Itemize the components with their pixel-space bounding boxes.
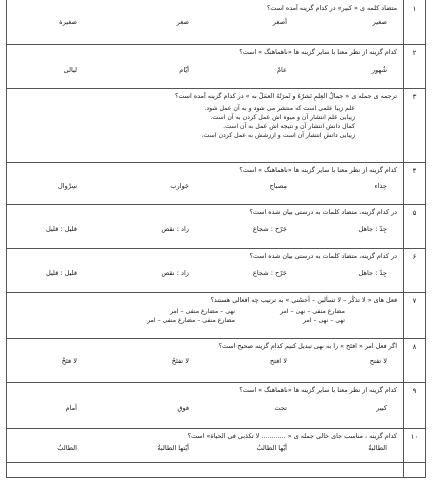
option-1[interactable]: صغیر bbox=[372, 18, 387, 26]
option-1[interactable]: مضارع منفی – نهی – امر bbox=[280, 308, 345, 315]
options bbox=[15, 18, 397, 28]
option-1[interactable]: کبیر bbox=[376, 404, 387, 412]
option-2[interactable]: تحت bbox=[274, 404, 287, 412]
option-1[interactable]: جِدّ : جاهل bbox=[358, 225, 387, 233]
options bbox=[15, 404, 397, 414]
option-2[interactable]: مِصباح bbox=[269, 182, 287, 190]
options bbox=[135, 307, 345, 333]
question-row-6 bbox=[7, 248, 425, 293]
option-2[interactable]: زیبایی علم انتشار آن و میوه اش عمل کردن به آن است. bbox=[210, 114, 355, 121]
question-text: ترجمه ی جمله ی « جمالُ العِلمِ نَشرُهُ و ثَمرَتُهُ العمَلُ به » در کدام گزینه آمده است؟ bbox=[175, 92, 397, 100]
option-2[interactable]: لا افتح bbox=[269, 357, 287, 365]
option-4[interactable]: صغیرة bbox=[59, 18, 77, 26]
option-1[interactable]: لا تفتح bbox=[369, 357, 387, 365]
question-number: ۴ bbox=[403, 162, 425, 204]
option-2[interactable]: جَرّح : شجاع bbox=[252, 225, 287, 233]
options bbox=[15, 444, 397, 454]
question-text: کدام گزینه ، مناسب جای خالی جمله ی « ............ لا تکذبی فی الحیاة» است؟ bbox=[187, 432, 397, 440]
option-4[interactable]: لا فتَحْ bbox=[61, 357, 77, 365]
question-number: ۹ bbox=[403, 382, 425, 428]
option-4[interactable]: زیبایی دانش انتشار آن است و ارزشش به عمل کردن است. bbox=[201, 132, 355, 139]
question-row-10 bbox=[7, 428, 425, 463]
option-2[interactable]: أیّها الطالبُ bbox=[256, 444, 287, 452]
option-2[interactable]: أصغر bbox=[272, 18, 287, 26]
question-text: کدام گزینه از نظر معنا با سایر گزینه ها «ناهماهنگ » است؟ bbox=[239, 386, 397, 394]
options bbox=[15, 357, 397, 367]
option-4[interactable]: قلیل : قلیل bbox=[45, 269, 77, 277]
option-3[interactable]: لا تفتَحُ bbox=[171, 357, 189, 365]
option-2[interactable]: جَرّح : شجاع bbox=[252, 269, 287, 277]
question-sheet bbox=[6, 0, 426, 478]
question-row-3 bbox=[7, 88, 425, 163]
options bbox=[15, 269, 397, 279]
question-row-4 bbox=[7, 162, 425, 205]
option-4[interactable]: قلیل : قلیل bbox=[45, 225, 77, 233]
option-4[interactable]: لیالی bbox=[63, 66, 77, 74]
options bbox=[15, 182, 397, 192]
empty-row bbox=[7, 462, 425, 478]
option-3[interactable]: جَوارب bbox=[170, 182, 189, 190]
options bbox=[15, 225, 397, 235]
option-2[interactable]: نهی – مضارع منفی – امر bbox=[170, 308, 235, 315]
question-number: ۸ bbox=[403, 338, 425, 382]
option-3[interactable]: صغر bbox=[176, 18, 189, 26]
question-row-5 bbox=[7, 204, 425, 249]
question-row-9 bbox=[7, 382, 425, 429]
option-1[interactable]: شُهور bbox=[371, 66, 387, 74]
option-1[interactable]: حِذاء bbox=[374, 182, 387, 190]
question-text: کدام گزینه از نظر معنا با سایر گزینه ها «ناهماهنگ » است؟ bbox=[239, 166, 397, 174]
option-3[interactable]: زاد : نقص bbox=[161, 269, 189, 277]
question-row-7 bbox=[7, 292, 425, 339]
option-3[interactable]: أیّام bbox=[179, 66, 189, 74]
question-number: ۱۰ bbox=[403, 428, 425, 462]
option-3[interactable]: کمال دانش انتشار آن و نتیجه اش عمل به آن است. bbox=[223, 123, 355, 130]
question-number: ۶ bbox=[403, 248, 425, 292]
option-4[interactable]: الطالبُ bbox=[57, 444, 77, 452]
question-number: ۳ bbox=[403, 88, 425, 162]
translation-options bbox=[202, 104, 355, 140]
question-number: ۵ bbox=[403, 204, 425, 248]
question-row-8 bbox=[7, 338, 425, 383]
option-3[interactable]: نهی – نهی – امر bbox=[303, 317, 345, 324]
option-4[interactable]: مضارع منفی – مضارع منفی – امر bbox=[147, 317, 235, 324]
question-text: کدام گزینه از نظر معنا با سایر گزینه ها «ناهماهنگ » است؟ bbox=[239, 48, 397, 56]
option-1[interactable]: الطالبةُ bbox=[368, 444, 387, 452]
question-text: متضاد کلمه ی « کبیر» در کدام گزینه آمده است؟ bbox=[267, 4, 397, 12]
options bbox=[15, 66, 397, 76]
question-number: ۲ bbox=[403, 44, 425, 88]
question-text: اگر فعل امر « افتَح » را به نهی تبدیل کنیم کدام گزینه صحیح است؟ bbox=[218, 342, 397, 350]
option-4[interactable]: أمام bbox=[65, 404, 77, 412]
question-number: ۷ bbox=[403, 292, 425, 338]
question-text: در کدام گزینه، متضاد کلمات به درستی بیان شده است؟ bbox=[249, 252, 397, 260]
option-1[interactable]: علم زیبا علمی است که منتشر می شود و به آن عمل شود. bbox=[204, 105, 355, 112]
question-text: در کدام گزینه، متضاد کلمات به درستی بیان شده است؟ bbox=[249, 208, 397, 216]
option-3[interactable]: فوق bbox=[177, 404, 189, 412]
question-row-2 bbox=[7, 44, 425, 89]
question-number: ۱ bbox=[403, 0, 425, 44]
question-text: فعل های « لا تذکُر – لا تسألین – أحسُنی » به ترتیب چه افعالی هستند؟ bbox=[210, 296, 397, 304]
question-number-empty bbox=[403, 462, 425, 477]
option-1[interactable]: جِدّ : جاهل bbox=[358, 269, 387, 277]
option-4[interactable]: سِرْوال bbox=[58, 182, 77, 190]
option-2[interactable]: عامٌ bbox=[276, 66, 287, 74]
option-3[interactable]: زاد : نقص bbox=[161, 225, 189, 233]
option-3[interactable]: أیّتها الطالبةُ bbox=[157, 444, 189, 452]
question-row-1 bbox=[7, 0, 425, 45]
